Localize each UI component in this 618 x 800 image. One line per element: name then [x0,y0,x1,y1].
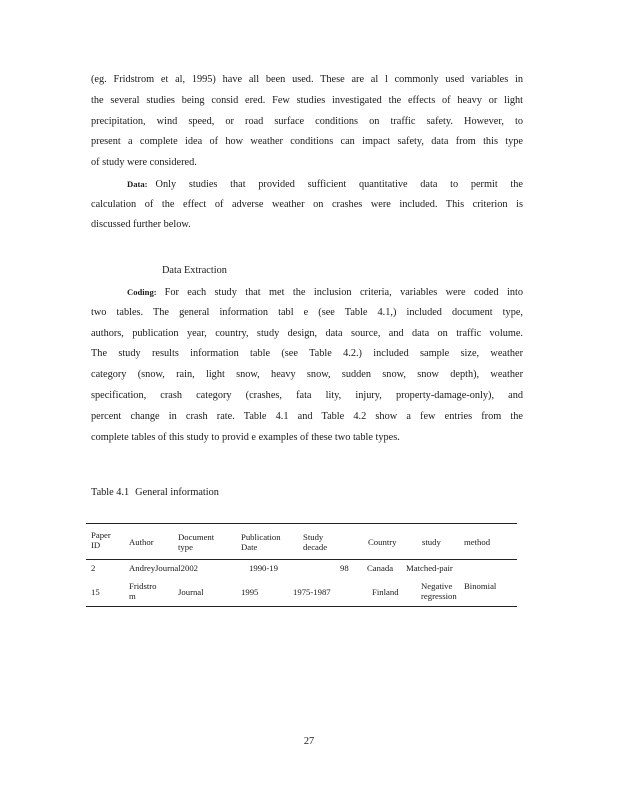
body-text-line: discussed further below. [91,219,191,230]
body-text-line: the several studies being consid ered. Few studies investigated the effects of heavy or light [91,95,523,106]
row2-document-type: Journal [178,587,204,597]
row2-date: 1995 [241,587,259,597]
body-text-line: precipitation, wind speed, or road surface conditions on traffic safety. However, to [91,116,523,127]
header-publication-date: Publication Date [241,532,281,552]
section-heading: Data Extraction [162,265,227,276]
body-text-line: specification, crash category (crashes, fata lity, injury, property-damage-only), and [91,390,523,401]
row2-author: Fridstro m [129,581,157,601]
header-author: Author [129,537,154,547]
body-text-line: of study were considered. [91,157,197,168]
table-bottom-rule [86,606,517,607]
body-text-run: For each study that met the inclusion criteria, variables were coded into [164,287,523,298]
table-header-rule [86,559,517,560]
body-text-line: The study results information table (see Table 4.2.) included sample size, weather [91,348,523,359]
row1-author-document-year: AndreyJournal2002 [129,563,199,573]
body-text-line: calculation of the effect of adverse weather on crashes were included. This criterion is [91,199,523,210]
header-study: study [422,537,441,547]
row1-decade: 98 [340,563,349,573]
body-text-line: authors, publication year, country, study design, data source, and data on traffic volume. [91,328,523,339]
body-text-line: percent change in crash rate. Table 4.1 and Table 4.2 show a few entries from the [91,411,523,422]
row2-decade: 1975-1987 [293,587,331,597]
coding-run-in-label: Coding: [127,287,157,297]
header-study-decade: Study decade [303,532,328,552]
header-paper-id: Paper ID [91,530,111,550]
row2-study: Negative regression [421,581,457,601]
general-information-table [86,523,517,607]
row1-paper-id: 2 [91,563,96,573]
body-text-run: Only studies that provided sufficient quantitative data to permit the [155,179,523,190]
row1-study: Matched-pair [406,563,453,573]
row2-method: Binomial [464,581,497,591]
table-top-rule [86,523,517,524]
body-text-line: (eg. Fridstrom et al, 1995) have all been used. These are al l commonly used variables in [91,74,523,85]
row1-country: Canada [367,563,394,573]
header-document-type: Document type [178,532,215,552]
row2-country: Finland [372,587,399,597]
header-country: Country [368,537,397,547]
body-text-line: category (snow, rain, light snow, heavy snow, sudden snow, snow depth), weather [91,369,523,380]
row1-date: 1990-19 [249,563,278,573]
table-caption-title: General information [135,487,219,498]
data-paragraph-first-line [127,177,523,192]
table-caption-number: Table 4.1 [91,487,130,498]
body-text-line: complete tables of this study to provid e examples of these two table types. [91,432,400,443]
page-number: 27 [303,736,315,747]
body-text-line: present a complete idea of how weather conditions can impact safety, data from this type [91,136,523,147]
data-run-in-label: Data: [127,179,148,189]
table-caption [91,486,225,500]
row2-paper-id: 15 [91,587,100,597]
body-text-line: two tables. The general information tabl e (see Table 4.1,) included document type, [91,307,523,318]
header-method: method [464,537,491,547]
coding-paragraph-first-line [127,285,523,300]
